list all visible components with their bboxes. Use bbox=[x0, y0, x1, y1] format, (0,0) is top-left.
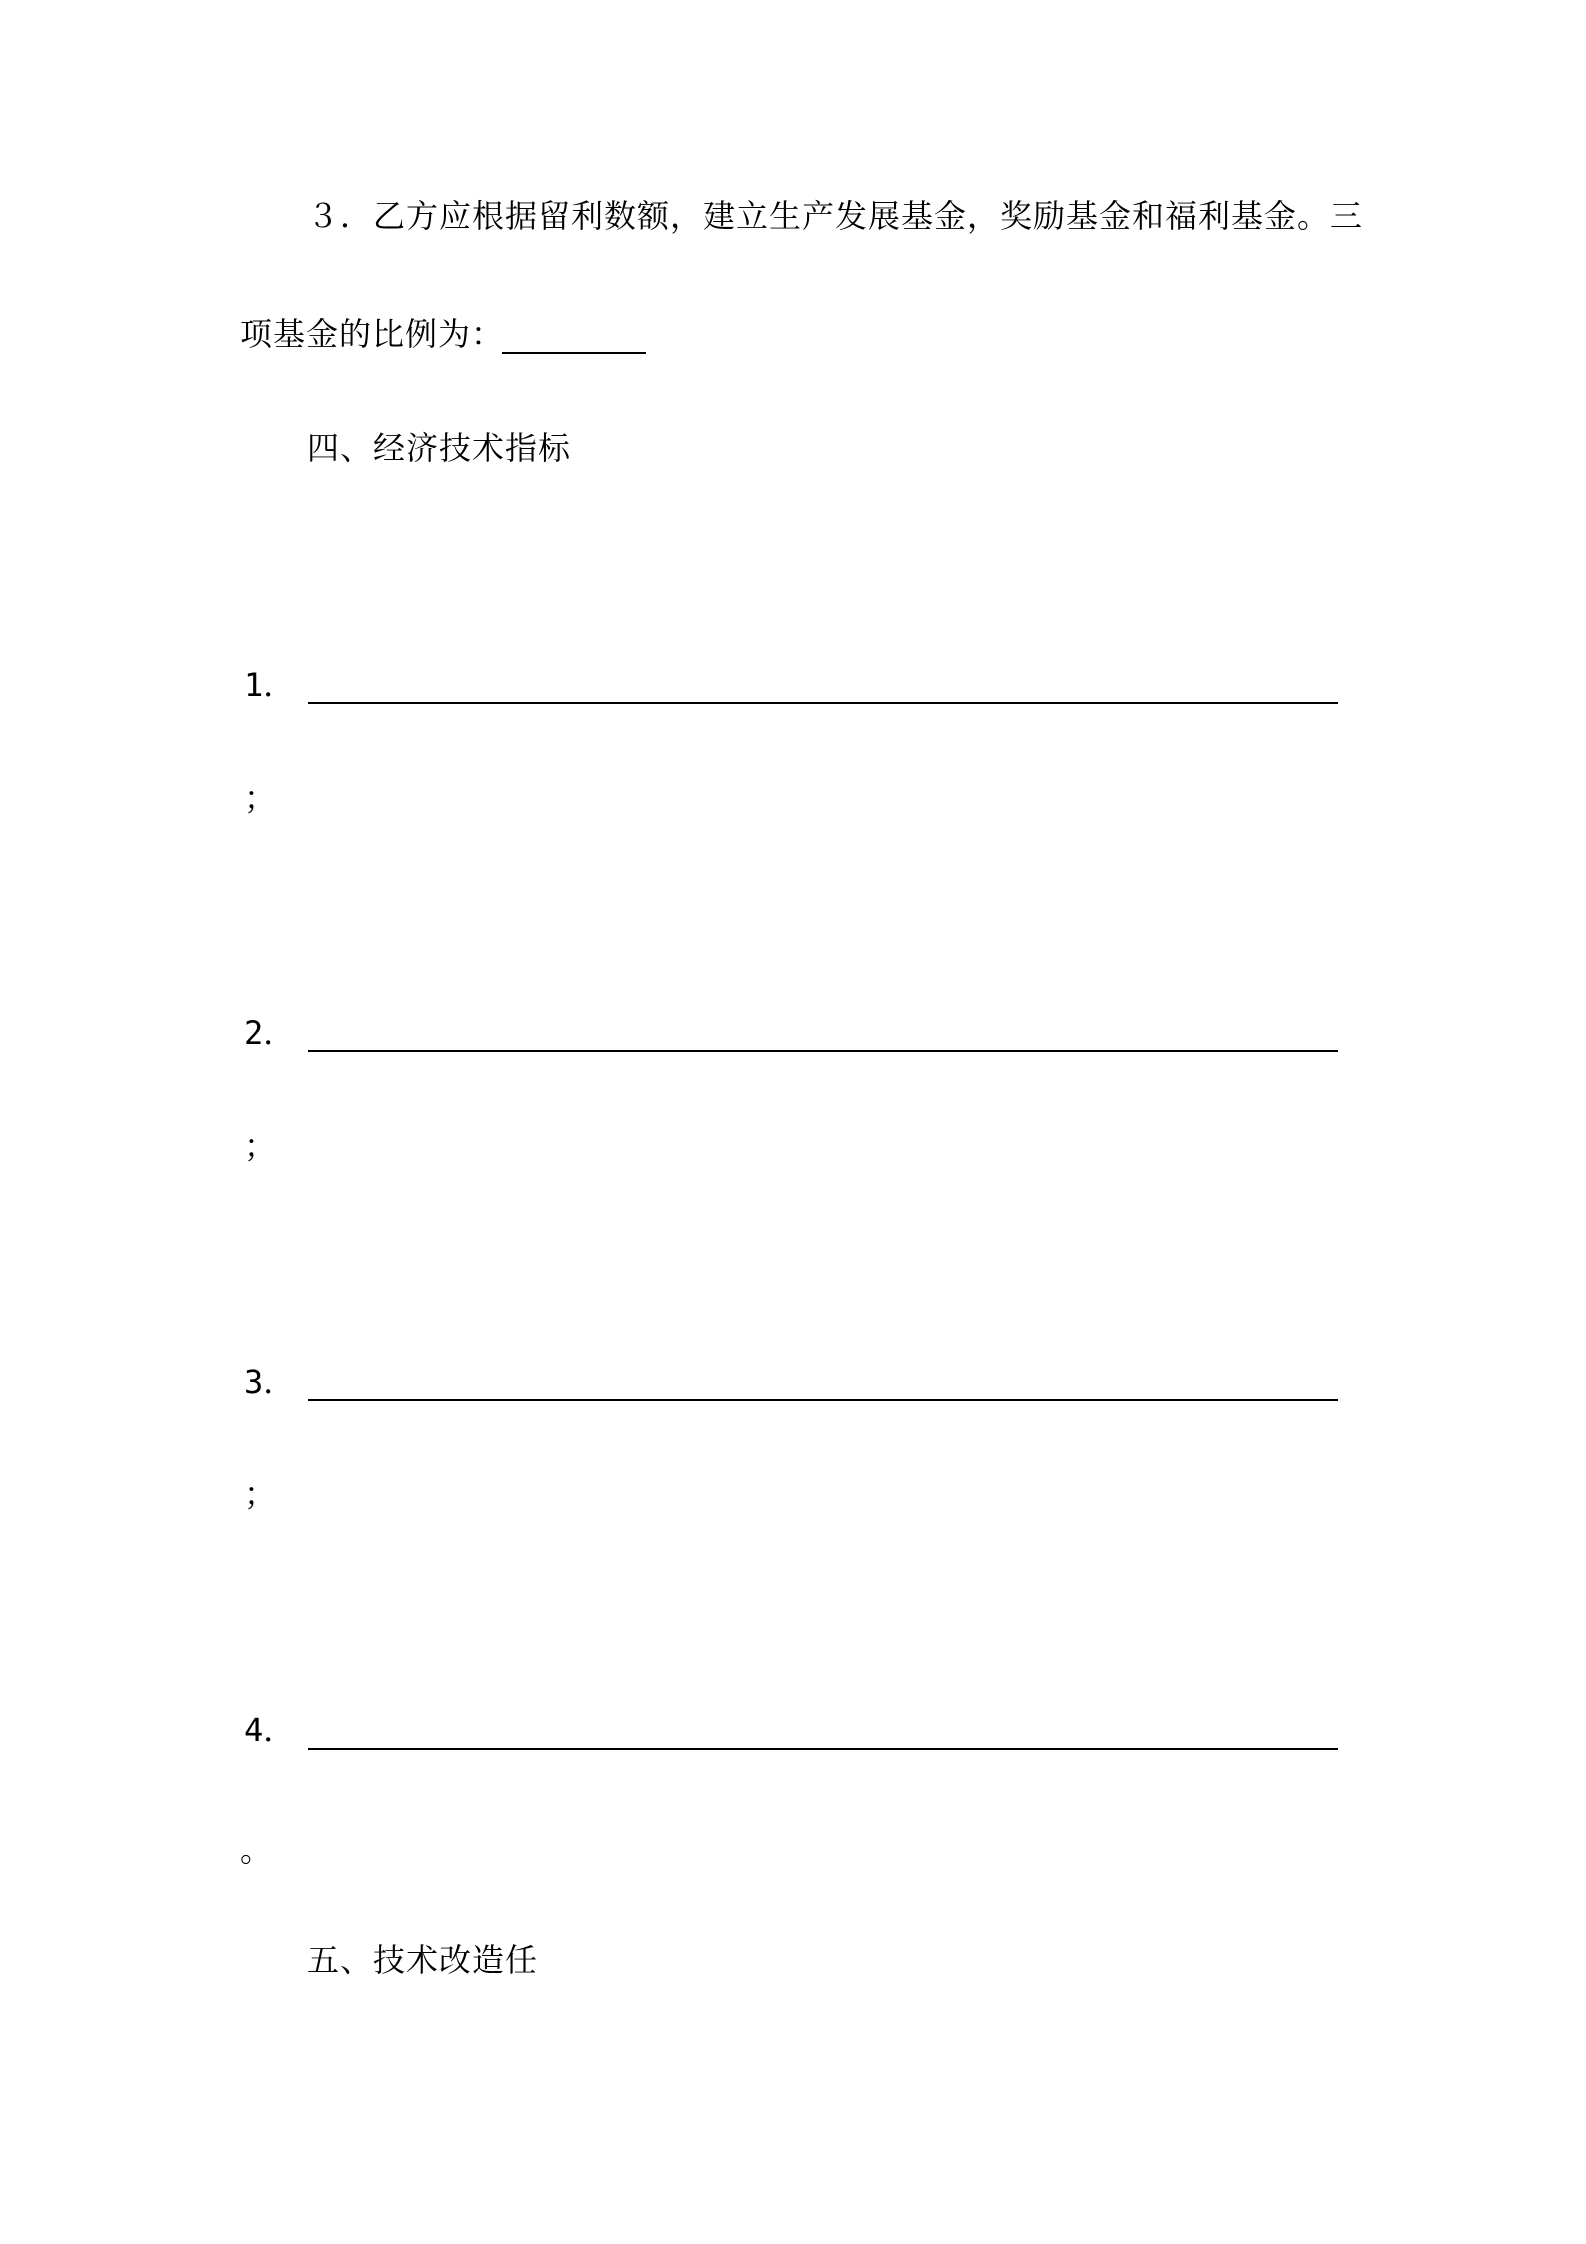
item-1-number: 1． bbox=[244, 666, 296, 704]
item-4-end-mark: 。 bbox=[240, 1831, 273, 1869]
item-1-blank[interactable] bbox=[308, 702, 1338, 704]
item-4-blank[interactable] bbox=[308, 1748, 1338, 1750]
section-4-heading: 四、经济技术指标 bbox=[307, 429, 572, 467]
fund-ratio-blank[interactable] bbox=[502, 352, 646, 354]
item-3-blank[interactable] bbox=[308, 1399, 1338, 1401]
item-1-end-mark: ； bbox=[244, 779, 277, 817]
item-3-end-mark: ； bbox=[244, 1475, 277, 1513]
paragraph-3-line-2: 项基金的比例为： bbox=[240, 315, 505, 353]
item-2-number: 2． bbox=[244, 1014, 296, 1052]
item-3-number: 3． bbox=[244, 1363, 296, 1401]
item-4-number: 4． bbox=[244, 1711, 296, 1749]
item-2-blank[interactable] bbox=[308, 1050, 1338, 1052]
section-5-heading: 五、技术改造任 bbox=[307, 1941, 539, 1979]
paragraph-3-line-1: ３．乙方应根据留利数额，建立生产发展基金，奖励基金和福利基金。三 bbox=[307, 197, 1364, 235]
item-2-end-mark: ； bbox=[244, 1127, 277, 1165]
